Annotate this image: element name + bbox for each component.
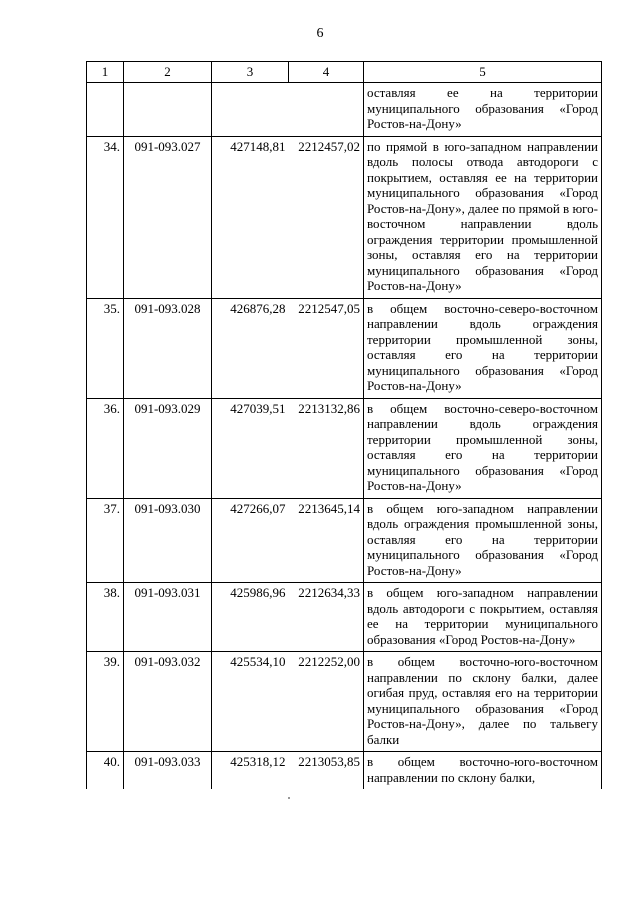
point-code: 091-093.031 (124, 583, 212, 652)
coord-x: 425534,10 (212, 652, 289, 752)
coord-x: 426876,28 (212, 298, 289, 398)
boundary-description: в общем восточно-северо-восточном направлении вдоль ограждения территории промышленной зоны, оставляя его на территории муниципального образования «Город Ростов-на-Дону» (364, 298, 602, 398)
coord-y: 2213053,85 (289, 752, 364, 790)
boundary-description: по прямой в юго-западном направлении вдоль полосы отвода автодороги с покрытием, оставляя ее на территории муниципального образования «Город Ростов-на-Дону», далее по прямой в юго-восточном направлении вдоль ограждения территории промышленной зоны, оставляя его на территории муниципального образования «Город Ростов-на-Дону» (364, 136, 602, 298)
table-row (87, 583, 602, 652)
point-code: 091-093.033 (124, 752, 212, 790)
table-row (87, 83, 602, 137)
header-col-1: 1 (87, 62, 124, 83)
row-number: 36. (87, 398, 124, 498)
table-row (87, 752, 602, 790)
point-code: 091-093.029 (124, 398, 212, 498)
coord-y: 2212252,00 (289, 652, 364, 752)
coord-y: 2213132,86 (289, 398, 364, 498)
point-code: 091-093.028 (124, 298, 212, 398)
header-col-5: 5 (364, 62, 602, 83)
row-number: 37. (87, 498, 124, 583)
coord-y: 2212547,05 (289, 298, 364, 398)
coord-y: 2212634,33 (289, 583, 364, 652)
point-code: 091-093.027 (124, 136, 212, 298)
page-number: 6 (316, 26, 324, 41)
boundary-description: в общем восточно-северо-восточном направлении вдоль ограждения территории промышленной зоны, оставляя его на территории муниципального образования «Город Ростов-на-Дону» (364, 398, 602, 498)
coord-x (212, 83, 289, 137)
coord-x: 425318,12 (212, 752, 289, 790)
table-row (87, 498, 602, 583)
table-row (87, 398, 602, 498)
table-row (87, 652, 602, 752)
header-col-4: 4 (289, 62, 364, 83)
boundary-description: в общем восточно-юго-восточном направлении по склону балки, (364, 752, 602, 790)
row-number: 35. (87, 298, 124, 398)
coord-x: 427266,07 (212, 498, 289, 583)
table-row (87, 136, 602, 298)
coord-y: 2213645,14 (289, 498, 364, 583)
coord-x: 427039,51 (212, 398, 289, 498)
row-number: 34. (87, 136, 124, 298)
boundary-description: в общем юго-западном направлении вдоль ограждения промышленной зоны, оставляя его на территории муниципального образования «Город Ростов-на-Дону» (364, 498, 602, 583)
coord-y: 2212457,02 (289, 136, 364, 298)
header-col-2: 2 (124, 62, 212, 83)
table-header-row (87, 62, 602, 83)
point-code: 091-093.030 (124, 498, 212, 583)
row-number: 39. (87, 652, 124, 752)
table-row (87, 298, 602, 398)
scan-speck (288, 797, 290, 799)
coord-x: 427148,81 (212, 136, 289, 298)
coord-x: 425986,96 (212, 583, 289, 652)
point-code: 091-093.032 (124, 652, 212, 752)
boundary-description: в общем восточно-юго-восточном направлении по склону балки, далее огибая пруд, оставляя его на территории муниципального образования «Город Ростов-на-Дону», далее по тальвегу балки (364, 652, 602, 752)
row-number: 38. (87, 583, 124, 652)
coord-y (289, 83, 364, 137)
boundary-table (86, 61, 602, 789)
boundary-description: в общем юго-западном направлении вдоль автодороги с покрытием, оставляя ее на территории муниципального образования «Город Ростов-на-Дону» (364, 583, 602, 652)
row-number (87, 83, 124, 137)
point-code (124, 83, 212, 137)
boundary-description: оставляя ее на территории муниципального образования «Город Ростов-на-Дону» (364, 83, 602, 137)
row-number: 40. (87, 752, 124, 790)
header-col-3: 3 (212, 62, 289, 83)
